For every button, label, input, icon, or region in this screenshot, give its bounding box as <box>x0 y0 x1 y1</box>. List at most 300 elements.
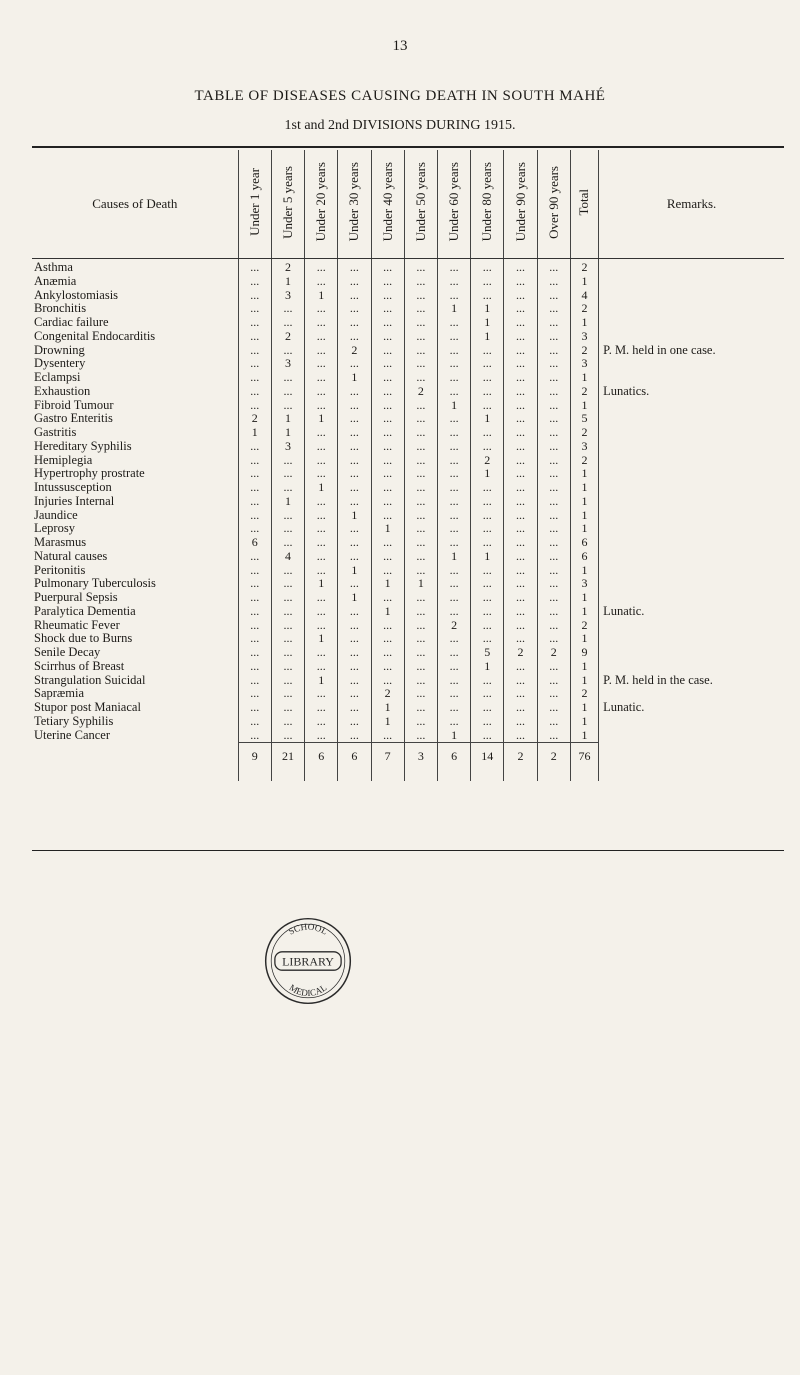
count-cell: ... <box>371 481 404 495</box>
count-cell: ... <box>338 302 371 316</box>
count-cell: ... <box>504 371 537 385</box>
cause-cell: Anæmia <box>34 274 77 288</box>
count-cell: 2 <box>437 619 470 633</box>
count-cell: ... <box>305 605 338 619</box>
count-cell: ... <box>371 385 404 399</box>
table-row <box>32 715 784 729</box>
count-cell: 5 <box>471 646 504 660</box>
table-row <box>32 412 784 426</box>
count-cell: ... <box>537 619 570 633</box>
count-cell: ... <box>371 509 404 523</box>
count-cell: ... <box>271 674 304 688</box>
cause-cell: Hereditary Syphilis <box>34 439 132 453</box>
count-cell: 1 <box>271 412 304 426</box>
row-total-cell: 3 <box>570 330 598 344</box>
count-cell: ... <box>271 522 304 536</box>
count-cell: ... <box>437 591 470 605</box>
count-cell: ... <box>537 440 570 454</box>
count-cell: ... <box>238 481 271 495</box>
count-cell: ... <box>504 316 537 330</box>
row-total-cell: 1 <box>570 632 598 646</box>
remark-cell <box>599 330 784 344</box>
count-cell: ... <box>305 440 338 454</box>
table-row <box>32 577 784 591</box>
count-cell: ... <box>537 522 570 536</box>
count-cell: ... <box>437 605 470 619</box>
column-header <box>338 150 371 259</box>
count-cell: ... <box>238 660 271 674</box>
count-cell: ... <box>404 330 437 344</box>
count-cell: ... <box>404 605 437 619</box>
cause-cell: Senile Decay <box>34 646 101 659</box>
table-row <box>32 440 784 454</box>
remark-cell <box>599 454 784 468</box>
count-cell: ... <box>238 687 271 701</box>
cause-cell: Stupor post Maniacal <box>34 701 141 714</box>
count-cell: ... <box>437 715 470 729</box>
total-cell: 7 <box>371 743 404 782</box>
count-cell: ... <box>305 646 338 660</box>
count-cell: ... <box>404 701 437 715</box>
count-cell: ... <box>437 577 470 591</box>
cause-cell: Cardiac failure <box>34 316 109 329</box>
table-row <box>32 454 784 468</box>
count-cell: ... <box>305 385 338 399</box>
count-cell: ... <box>504 289 537 303</box>
remark-cell <box>599 481 784 495</box>
count-cell: ... <box>338 674 371 688</box>
total-cell: 3 <box>404 743 437 782</box>
count-cell: ... <box>437 426 470 440</box>
total-cell: 9 <box>238 743 271 782</box>
count-cell: ... <box>338 481 371 495</box>
count-cell: ... <box>537 632 570 646</box>
cause-cell: Hemiplegia <box>34 453 93 467</box>
cause-cell: Hypertrophy prostrate <box>34 467 145 481</box>
count-cell: 1 <box>471 412 504 426</box>
count-cell: 2 <box>271 330 304 344</box>
count-cell: ... <box>504 344 537 358</box>
row-total-cell: 1 <box>570 399 598 413</box>
table-body <box>32 259 784 743</box>
column-header-label: Under 50 years <box>412 162 428 242</box>
count-cell: 1 <box>437 302 470 316</box>
column-header <box>537 150 570 259</box>
count-cell: ... <box>371 371 404 385</box>
count-cell: 1 <box>371 522 404 536</box>
count-cell: ... <box>404 522 437 536</box>
count-cell: ... <box>305 426 338 440</box>
row-total-cell: 1 <box>570 715 598 729</box>
count-cell: ... <box>371 330 404 344</box>
cause-cell: Ankylostomiasis <box>34 288 119 302</box>
remark-cell: P. M. held in the case. <box>599 674 784 688</box>
count-cell: ... <box>437 357 470 371</box>
table-row <box>32 289 784 303</box>
count-cell: ... <box>404 660 437 674</box>
count-cell: ... <box>504 564 537 578</box>
count-cell: ... <box>404 687 437 701</box>
count-cell: ... <box>371 454 404 468</box>
cause-cell: Eclampsi <box>34 371 81 384</box>
count-cell: 1 <box>471 316 504 330</box>
count-cell: ... <box>404 275 437 289</box>
count-cell: 1 <box>471 302 504 316</box>
cause-cell: Gastro Enteritis <box>34 412 113 426</box>
column-header-label: Under 40 years <box>379 162 395 242</box>
cause-cell: Exhaustion <box>34 384 91 398</box>
count-cell: ... <box>537 467 570 481</box>
cause-cell: Shock due to Burns <box>34 632 133 646</box>
count-cell: ... <box>537 715 570 729</box>
count-cell: 1 <box>437 550 470 564</box>
row-total-cell: 3 <box>570 440 598 454</box>
count-cell: ... <box>238 605 271 619</box>
column-header-label: Total <box>576 188 592 216</box>
row-total-cell: 6 <box>570 536 598 550</box>
count-cell: 1 <box>271 426 304 440</box>
count-cell: 1 <box>305 632 338 646</box>
count-cell: ... <box>437 275 470 289</box>
count-cell: ... <box>271 316 304 330</box>
count-cell: ... <box>404 509 437 523</box>
count-cell: ... <box>371 536 404 550</box>
count-cell: ... <box>371 660 404 674</box>
count-cell: ... <box>305 357 338 371</box>
count-cell: ... <box>305 330 338 344</box>
count-cell: ... <box>305 275 338 289</box>
row-total-cell: 6 <box>570 550 598 564</box>
page-number: 13 <box>392 38 408 54</box>
count-cell: ... <box>238 522 271 536</box>
count-cell: ... <box>537 371 570 385</box>
table-row <box>32 522 784 536</box>
row-total-cell: 1 <box>570 522 598 536</box>
count-cell: ... <box>471 536 504 550</box>
remark-cell: Lunatic. <box>599 701 784 715</box>
count-cell: ... <box>371 729 404 743</box>
count-cell: ... <box>404 412 437 426</box>
count-cell: ... <box>271 454 304 468</box>
count-cell: 1 <box>437 729 470 743</box>
table-row <box>32 605 784 619</box>
count-cell: ... <box>338 646 371 660</box>
count-cell: ... <box>504 605 537 619</box>
count-cell: ... <box>238 385 271 399</box>
remark-cell <box>599 687 784 701</box>
table-row <box>32 674 784 688</box>
cause-cell: Asthma <box>34 260 73 274</box>
remark-cell <box>599 316 784 330</box>
count-cell: ... <box>238 729 271 743</box>
count-cell: ... <box>504 357 537 371</box>
total-cell: 6 <box>338 743 371 782</box>
count-cell: ... <box>404 495 437 509</box>
cause-column-header: Causes of Death <box>32 150 238 259</box>
remark-cell <box>599 399 784 413</box>
count-cell: ... <box>437 289 470 303</box>
count-cell: ... <box>471 591 504 605</box>
table-row <box>32 481 784 495</box>
count-cell: 1 <box>271 495 304 509</box>
column-header <box>404 150 437 259</box>
count-cell: ... <box>537 259 570 275</box>
table-row <box>32 550 784 564</box>
total-cell: 6 <box>437 743 470 782</box>
count-cell: ... <box>471 344 504 358</box>
count-cell: ... <box>537 674 570 688</box>
count-cell: ... <box>238 259 271 275</box>
count-cell: ... <box>338 357 371 371</box>
totals-remark-cell <box>599 743 784 782</box>
count-cell: ... <box>271 660 304 674</box>
count-cell: ... <box>404 481 437 495</box>
count-cell: ... <box>305 371 338 385</box>
count-cell: 2 <box>471 454 504 468</box>
count-cell: ... <box>404 259 437 275</box>
count-cell: ... <box>238 399 271 413</box>
count-cell: ... <box>404 302 437 316</box>
table-row <box>32 385 784 399</box>
count-cell: ... <box>437 330 470 344</box>
count-cell: ... <box>271 729 304 743</box>
row-total-cell: 1 <box>570 316 598 330</box>
count-cell: ... <box>504 467 537 481</box>
table-row <box>32 701 784 715</box>
count-cell: ... <box>305 564 338 578</box>
table-row <box>32 495 784 509</box>
count-cell: ... <box>338 495 371 509</box>
count-cell: ... <box>404 454 437 468</box>
count-cell: ... <box>437 564 470 578</box>
count-cell: ... <box>437 344 470 358</box>
table-row <box>32 371 784 385</box>
remark-cell <box>599 536 784 550</box>
count-cell: ... <box>271 577 304 591</box>
count-cell: ... <box>471 605 504 619</box>
count-cell: 3 <box>271 289 304 303</box>
count-cell: ... <box>371 344 404 358</box>
count-cell: 1 <box>371 605 404 619</box>
count-cell: ... <box>371 440 404 454</box>
count-cell: ... <box>471 687 504 701</box>
count-cell: ... <box>271 591 304 605</box>
table-row <box>32 632 784 646</box>
count-cell: ... <box>504 619 537 633</box>
count-cell: ... <box>537 550 570 564</box>
count-cell: ... <box>537 302 570 316</box>
row-total-cell: 3 <box>570 357 598 371</box>
count-cell: ... <box>371 564 404 578</box>
cause-cell: Intussusception <box>34 481 112 494</box>
row-total-cell: 1 <box>570 495 598 509</box>
count-cell: 1 <box>305 481 338 495</box>
count-cell: ... <box>471 371 504 385</box>
stamp-top-text: SCHOOL <box>286 921 330 937</box>
count-cell: ... <box>504 550 537 564</box>
deaths-table <box>32 150 784 781</box>
row-total-cell: 2 <box>570 259 598 275</box>
count-cell: ... <box>404 399 437 413</box>
remark-cell <box>599 577 784 591</box>
count-cell: ... <box>338 399 371 413</box>
count-cell: ... <box>404 536 437 550</box>
column-header-label: Over 90 years <box>545 165 561 239</box>
count-cell: ... <box>371 275 404 289</box>
page-title: TABLE OF DISEASES CAUSING DEATH IN SOUTH MAHÉ <box>194 88 606 104</box>
remark-cell <box>599 259 784 275</box>
count-cell: ... <box>471 509 504 523</box>
total-cell: 2 <box>537 743 570 782</box>
remark-cell <box>599 564 784 578</box>
count-cell: ... <box>504 591 537 605</box>
count-cell: ... <box>437 385 470 399</box>
count-cell: ... <box>471 440 504 454</box>
count-cell: ... <box>537 509 570 523</box>
count-cell: ... <box>537 357 570 371</box>
count-cell: ... <box>238 646 271 660</box>
count-cell: ... <box>471 729 504 743</box>
count-cell: ... <box>338 660 371 674</box>
column-header-label: Under 5 years <box>279 165 295 239</box>
count-cell: ... <box>305 729 338 743</box>
count-cell: ... <box>404 289 437 303</box>
column-header <box>437 150 470 259</box>
count-cell: ... <box>305 454 338 468</box>
count-cell: ... <box>271 715 304 729</box>
column-header <box>238 150 271 259</box>
count-cell: ... <box>437 522 470 536</box>
count-cell: ... <box>338 729 371 743</box>
count-cell: ... <box>504 259 537 275</box>
count-cell: ... <box>404 674 437 688</box>
row-total-cell: 1 <box>570 605 598 619</box>
remark-cell <box>599 619 784 633</box>
count-cell: ... <box>471 259 504 275</box>
count-cell: ... <box>504 385 537 399</box>
table-row <box>32 509 784 523</box>
remark-cell <box>599 371 784 385</box>
count-cell: ... <box>305 522 338 536</box>
count-cell: ... <box>271 344 304 358</box>
table-row <box>32 591 784 605</box>
count-cell: ... <box>238 550 271 564</box>
count-cell: ... <box>271 619 304 633</box>
count-cell: ... <box>238 632 271 646</box>
count-cell: ... <box>471 399 504 413</box>
count-cell: ... <box>537 605 570 619</box>
count-cell: ... <box>271 564 304 578</box>
column-header <box>271 150 304 259</box>
count-cell: ... <box>437 674 470 688</box>
count-cell: ... <box>338 687 371 701</box>
row-total-cell: 2 <box>570 385 598 399</box>
count-cell: ... <box>471 495 504 509</box>
count-cell: 1 <box>371 701 404 715</box>
count-cell: ... <box>404 344 437 358</box>
count-cell: ... <box>504 632 537 646</box>
row-total-cell: 2 <box>570 619 598 633</box>
count-cell: 3 <box>271 357 304 371</box>
count-cell: ... <box>437 632 470 646</box>
remark-cell <box>599 591 784 605</box>
bottom-rule <box>32 850 784 851</box>
remark-cell: P. M. held in one case. <box>599 344 784 358</box>
count-cell: ... <box>338 289 371 303</box>
count-cell: 2 <box>238 412 271 426</box>
remark-cell <box>599 289 784 303</box>
total-column-header <box>570 150 598 259</box>
count-cell: ... <box>338 275 371 289</box>
count-cell: ... <box>471 481 504 495</box>
count-cell: ... <box>305 701 338 715</box>
cause-cell: Leprosy <box>34 522 75 536</box>
count-cell: ... <box>504 412 537 426</box>
row-total-cell: 2 <box>570 454 598 468</box>
remark-cell <box>599 440 784 454</box>
cause-cell: Scirrhus of Breast <box>34 659 125 673</box>
count-cell: ... <box>471 632 504 646</box>
column-header-label: Under 60 years <box>446 162 462 242</box>
total-cell: 6 <box>305 743 338 782</box>
table-row <box>32 275 784 289</box>
cause-cell: Injuries Internal <box>34 494 115 508</box>
count-cell: ... <box>238 357 271 371</box>
remark-cell: Lunatic. <box>599 605 784 619</box>
count-cell: ... <box>471 674 504 688</box>
count-cell: 1 <box>305 674 338 688</box>
row-total-cell: 1 <box>570 481 598 495</box>
count-cell: ... <box>537 412 570 426</box>
grand-total-cell: 76 <box>570 743 598 782</box>
count-cell: ... <box>404 357 437 371</box>
count-cell: ... <box>238 564 271 578</box>
count-cell: ... <box>238 330 271 344</box>
totals-blank-cell <box>32 743 238 782</box>
count-cell: ... <box>537 687 570 701</box>
row-total-cell: 4 <box>570 289 598 303</box>
count-cell: ... <box>404 715 437 729</box>
count-cell: ... <box>371 316 404 330</box>
cause-cell: Marasmus <box>34 536 87 549</box>
count-cell: ... <box>238 316 271 330</box>
count-cell: ... <box>437 481 470 495</box>
count-cell: ... <box>271 302 304 316</box>
column-header <box>371 150 404 259</box>
count-cell: ... <box>437 371 470 385</box>
row-total-cell: 9 <box>570 646 598 660</box>
count-cell: ... <box>504 687 537 701</box>
count-cell: ... <box>238 715 271 729</box>
row-total-cell: 1 <box>570 564 598 578</box>
table-row <box>32 646 784 660</box>
count-cell: ... <box>437 412 470 426</box>
count-cell: 1 <box>437 399 470 413</box>
count-cell: 1 <box>371 577 404 591</box>
count-cell: ... <box>271 646 304 660</box>
count-cell: ... <box>537 385 570 399</box>
count-cell: ... <box>371 412 404 426</box>
cause-cell: Bronchitis <box>34 302 87 316</box>
row-total-cell: 1 <box>570 275 598 289</box>
count-cell: ... <box>537 577 570 591</box>
table-row <box>32 729 784 743</box>
count-cell: ... <box>437 687 470 701</box>
count-cell: ... <box>305 536 338 550</box>
count-cell: ... <box>437 701 470 715</box>
count-cell: ... <box>504 674 537 688</box>
count-cell: ... <box>504 275 537 289</box>
